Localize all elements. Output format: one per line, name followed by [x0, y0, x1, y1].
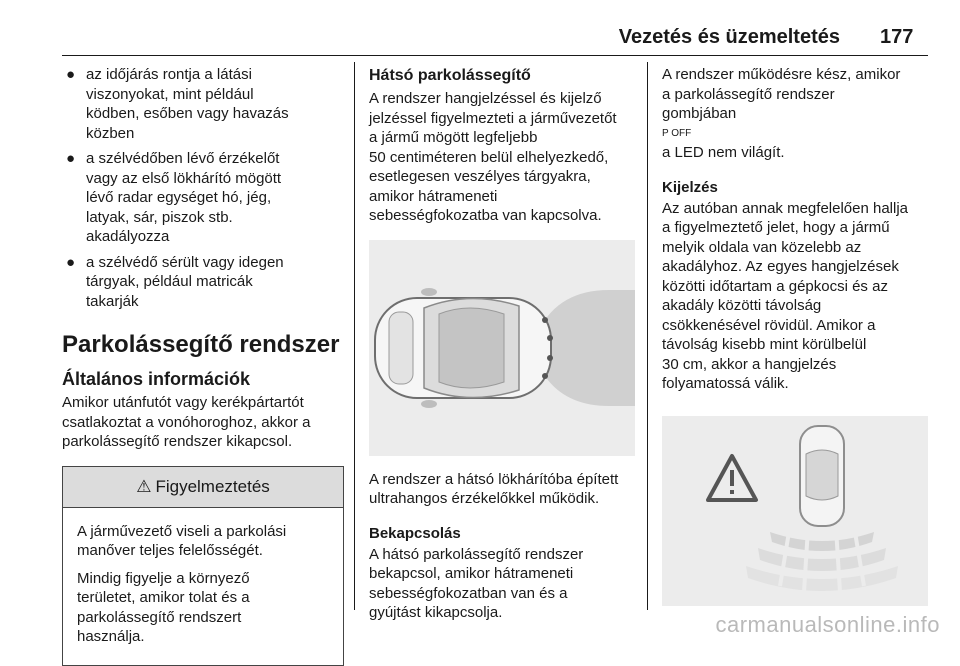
activation-paragraph: A hátsó parkolássegítő rendszer bekapcsol, amikor hátrameneti sebességfokozatban van és a gyújtást kikapcsolja.	[369, 545, 584, 621]
display-title: Kijelzés	[662, 178, 718, 196]
bullet-list	[62, 65, 344, 311]
display-paragraph: Az autóban annak megfelelően hallja a figyelmeztető jelet, hogy a jármű melyik oldala van közelebb az akadályhoz. Az egyes hangjelzések közötti időtartam a gépkocsi és az akadály közötti távolság csökkenésével rövidül. Amikor a távolság kisebb mint körülbelül 30 cm, akkor a hangjelzés folyamatossá válik.	[662, 199, 909, 392]
display-illustration	[662, 416, 928, 606]
illustration-caption: A rendszer a hátsó lökhárítóba épített ultrahangos érzékelőkkel működik.	[369, 470, 619, 507]
column-2	[369, 65, 635, 623]
car-top-view-diagram	[369, 240, 635, 456]
list-item: ● az időjárás rontja a látási viszonyokat, mint például ködben, esőben vagy havazás közben	[66, 66, 289, 142]
ready-paragraph: A rendszer működésre kész, amikor a parkolássegítő rendszer gombjában P OFF a LED nem világít.	[662, 65, 932, 163]
list-item: ● a szélvédőben lévő érzékelőt vagy az első lökhárító mögött lévő radar egységet hó, jég, latyak, sár, piszok stb. akadályozza	[66, 150, 282, 245]
section-title: Parkolássegítő rendszer	[62, 331, 340, 358]
running-header-title: Vezetés és üzemeltetés	[618, 26, 840, 48]
subsection-title: Általános információk	[62, 369, 251, 389]
warning-paragraph: Mindig figyelje a környező területet, amikor tolat és a parkolássegítő rendszert használja.	[77, 569, 250, 645]
intro-paragraph: Amikor utánfutót vagy kerékpártartót csatlakoztat a vonóhoroghoz, akkor a parkolássegítő rendszer kikapcsol.	[62, 394, 311, 450]
page-number: 177	[880, 26, 914, 48]
column-1	[62, 65, 344, 666]
warning-paragraph: A járművezető viseli a parkolási manőver teljes felelősségét.	[77, 522, 287, 559]
warning-title: Figyelmeztetés	[155, 476, 270, 496]
watermark: carmanualsonline.info	[715, 612, 940, 637]
header-rule	[62, 55, 928, 56]
warning-header	[63, 467, 343, 508]
warning-box	[62, 466, 344, 666]
warning-triangle-icon: ⚠	[136, 476, 152, 496]
bullet-dot: ●	[66, 253, 76, 271]
activation-title: Bekapcsolás	[369, 524, 461, 542]
car-top-view-icon	[800, 426, 844, 526]
bullet-dot: ●	[66, 66, 76, 83]
column-divider-1	[354, 62, 355, 610]
bullet-dot: ●	[66, 150, 76, 167]
list-item: ● a szélvédő sérült vagy idegen tárgyak, például matricák takarják	[66, 253, 284, 310]
warning-body	[63, 508, 343, 665]
column-3	[662, 65, 932, 606]
column-divider-2	[647, 62, 648, 610]
car-body	[375, 288, 553, 408]
rear-parking-title: Hátsó parkolássegítő	[369, 67, 531, 84]
parking-off-icon: P OFF	[662, 127, 692, 139]
warning-display-diagram	[662, 416, 928, 606]
rear-sensor-illustration	[369, 240, 635, 456]
rear-parking-intro: A rendszer hangjelzéssel és kijelző jelzéssel figyelmezteti a járművezetőt a jármű mögött legfeljebb 50 centiméteren belül elhelyezkedő, esetlegesen veszélyes tárgyakra, amikor hátrameneti sebességfokozatba van kapcsolva.	[369, 90, 617, 224]
